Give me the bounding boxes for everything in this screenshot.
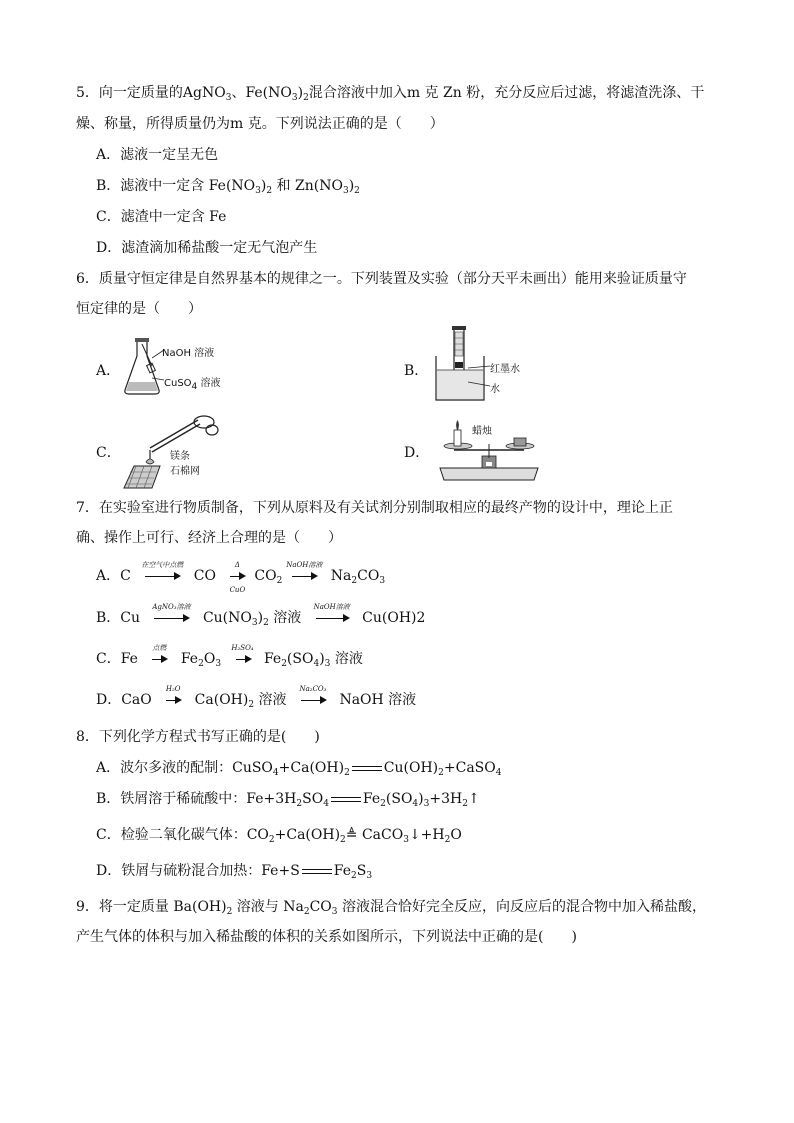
q6-b-red-ink-label: 红墨水	[490, 364, 520, 375]
q6-stem-line1: 6．质量守恒定律是自然界基本的规律之一。下列装置及实验（部分天平未画出）能用来验证质量守	[76, 271, 687, 287]
q6-c-gauze-label: 石棉网	[170, 466, 200, 477]
q6-a-naoh-label: NaOH 溶液	[162, 348, 215, 359]
q6-d-candle-label: 蜡烛	[472, 426, 492, 437]
q8-option-c: C．检验二氧化碳气体：$CO_2+Ca(OH)_2≜$ $CaCO_3↓+H_2O$	[96, 827, 462, 845]
q5-option-b: B．滤液中一定含 $Fe(NO_3)_2$ 和 $Zn(NO_3)_2$	[96, 178, 360, 196]
q5-option-d: D．滤渣滴加稀盐酸一定无气泡产生	[96, 240, 318, 256]
q8-option-d: D．铁屑与硫粉混合加热：Fe+S $Fe_2S_3$	[96, 863, 373, 881]
q5-stem-line1: 5．向一定质量的AgNO$_3$、$Fe(NO_3)_2$混合溶液中加入m 克 Zn 粉，充分反应后过滤，将滤渣洗涤、干	[76, 85, 705, 103]
leader-lines	[152, 348, 166, 384]
reaction-arrow: NaOH溶液	[282, 563, 326, 589]
q6-c-magnesium-label: 镁条	[170, 451, 190, 462]
q6-option-d-label: D．	[404, 445, 430, 461]
q7-stem-line2: 确、操作上可行、经济上合理的是（ ）	[76, 530, 342, 546]
q7-option-d: D．CaO H₂O $Ca(OH)_2$ 溶液 Na₂CO₃ NaOH 溶液	[96, 687, 416, 713]
q6-stem-line2: 恒定律的是（ ）	[76, 301, 202, 317]
q7-option-b: B．Cu AgNO₃溶液 $Cu(NO_3)_2$ 溶液 NaOH溶液 Cu(OH)2	[96, 605, 425, 631]
q7-option-a: A．C 在空气中点燃 CO Δ CuO $CO_2$ NaOH溶液 $Na_2CO_3$	[96, 561, 386, 594]
reaction-arrow: 点燃	[142, 646, 176, 672]
q8-option-a: A．波尔多液的配制：$CuSO_4+Ca(OH)_2$ $Cu(OH)_2+CaSO_4$	[96, 760, 502, 778]
q7-option-c: C．Fe 点燃 $Fe_2O_3$ H₂SO₄ $Fe_2(SO_4)_3$ 溶液	[96, 646, 363, 672]
equals-sign	[300, 866, 334, 876]
reaction-arrow: Δ CuO	[229, 561, 246, 594]
q6-b-water-label: 水	[490, 384, 500, 395]
q5-option-a: A．滤液一定呈无色	[96, 147, 219, 163]
q9-stem-line1: 9．将一定质量 $Ba(OH)_2$ 溶液与 $Na_2CO_3$ 溶液混合恰好完全反应，向反应后的混合物中加入稀盐酸，	[76, 899, 706, 917]
reaction-arrow: H₂O	[156, 687, 190, 713]
q8-stem: 8．下列化学方程式书写正确的是( )	[76, 729, 320, 745]
reaction-arrow: 在空气中点燃	[135, 563, 189, 589]
reaction-arrow: AgNO₃溶液	[144, 605, 198, 631]
equals-sign	[350, 763, 384, 773]
reaction-arrow: H₂SO₄	[226, 646, 260, 672]
equals-sign	[329, 794, 363, 804]
q7-stem-line1: 7．在实验室进行物质制备，下列从原料及有关试剂分别制取相应的最终产物的设计中，理论上正	[76, 500, 673, 516]
q5-option-c: C．滤渣中一定含 Fe	[96, 209, 227, 225]
q6-option-b-label: B．	[404, 363, 429, 379]
q6-option-c-label: C．	[96, 445, 121, 461]
reaction-arrow: Na₂CO₃	[291, 687, 335, 713]
reaction-arrow: NaOH溶液	[306, 605, 358, 631]
q6-a-cuso4-label: CuSO$_4$ 溶液	[164, 378, 221, 392]
q9-stem-line2: 产生气体的体积与加入稀盐酸的体积的关系如图所示，下列说法中正确的是( )	[76, 929, 577, 945]
q5-stem-line2: 燥、称量，所得质量仍为m 克。下列说法正确的是（ ）	[76, 116, 444, 132]
leader-lines-b	[468, 364, 492, 388]
q8-option-b: B．铁屑溶于稀硫酸中：$Fe+3H_2SO_4$ $Fe_2(SO_4)_3+3H_2↑$	[96, 791, 480, 809]
q6-option-a-label: A．	[96, 363, 121, 379]
